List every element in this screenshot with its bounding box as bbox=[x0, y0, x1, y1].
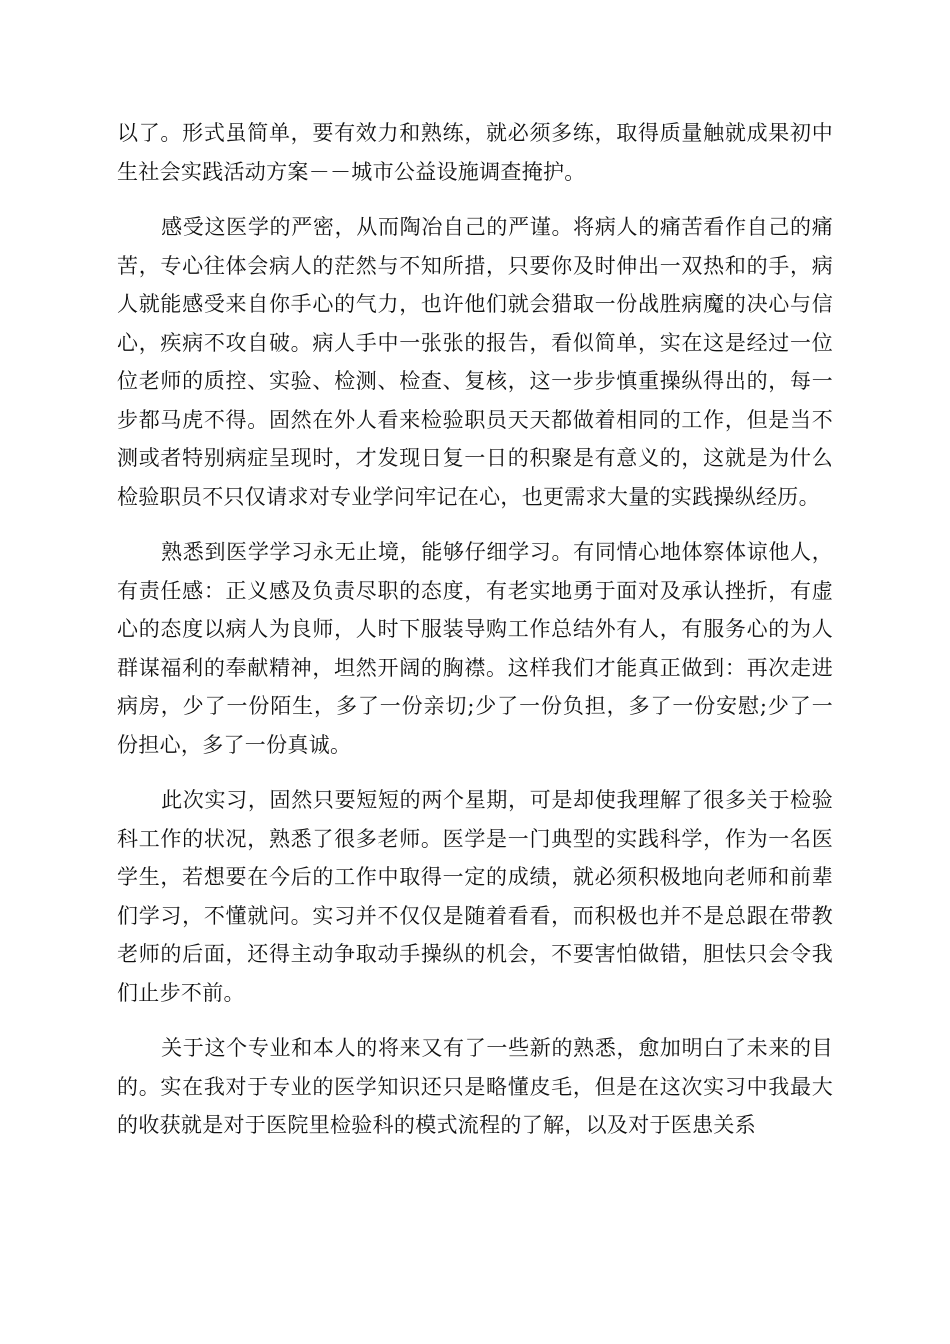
paragraph-internship-summary: 此次实习，固然只要短短的两个星期，可是却使我理解了很多关于检验科工作的状况，熟悉了很多老师。医学是一门典型的实践科学，作为一名医学生，若想要在今后的工作中取得一定的成绩，就必须积极地向老师和前辈们学习，不懂就问。实习并不仅仅是随着看看，而积极也并不是总跟在带教老师的后面，还得主动争取动手操纵的机会，不要害怕做错，胆怯只会令我们止步不前。 bbox=[117, 788, 833, 1005]
document-page bbox=[117, 114, 833, 1162]
paragraph-medical-rigor: 感受这医学的严密，从而陶冶自己的严谨。将病人的痛苦看作自己的痛苦，专心往体会病人的茫然与不知所措，只要你及时伸出一双热和的手，病人就能感受来自你手心的气力，也许他们就会猎取一份战胜病魔的决心与信心，疾病不攻自破。病人手中一张张的报告，看似简单，实在这是经过一位位老师的质控、实验、检测、检查、复核，这一步步慎重操纵得出的，每一步都马虎不得。固然在外人看来检验职员天天都做着相同的工作，但是当不测或者特别病症呈现时，才发现日复一日的积聚是有意义的，这就是为什么检验职员不只仅请求对专业学问牢记在心，也更需求大量的实践操纵经历。 bbox=[117, 215, 833, 509]
paragraph-future-goals: 关于这个专业和本人的将来又有了一些新的熟悉，愈加明白了未来的目的。实在我对于专业的医学知识还只是略懂皮毛，但是在这次实习中我最大的收获就是对于医院里检验科的模式流程的了解，以及对于医患关系 bbox=[117, 1036, 833, 1137]
paragraph-endless-learning: 熟悉到医学学习永无止境，能够仔细学习。有同情心地体察体谅他人，有责任感：正义感及负责尽职的态度，有老实地勇于面对及承认挫折，有虚心的态度以病人为良师，人时下服装导购工作总结外有人，有服务心的为人群谋福利的奉献精神，坦然开阔的胸襟。这样我们才能真正做到：再次走进病房，少了一份陌生，多了一份亲切;少了一份负担，多了一份安慰;少了一份担心，多了一份真诚。 bbox=[117, 540, 833, 757]
paragraph-continuation: 以了。形式虽简单，要有效力和熟练，就必须多练，取得质量触就成果初中生社会实践活动方案－－城市公益设施调查掩护。 bbox=[117, 121, 833, 184]
